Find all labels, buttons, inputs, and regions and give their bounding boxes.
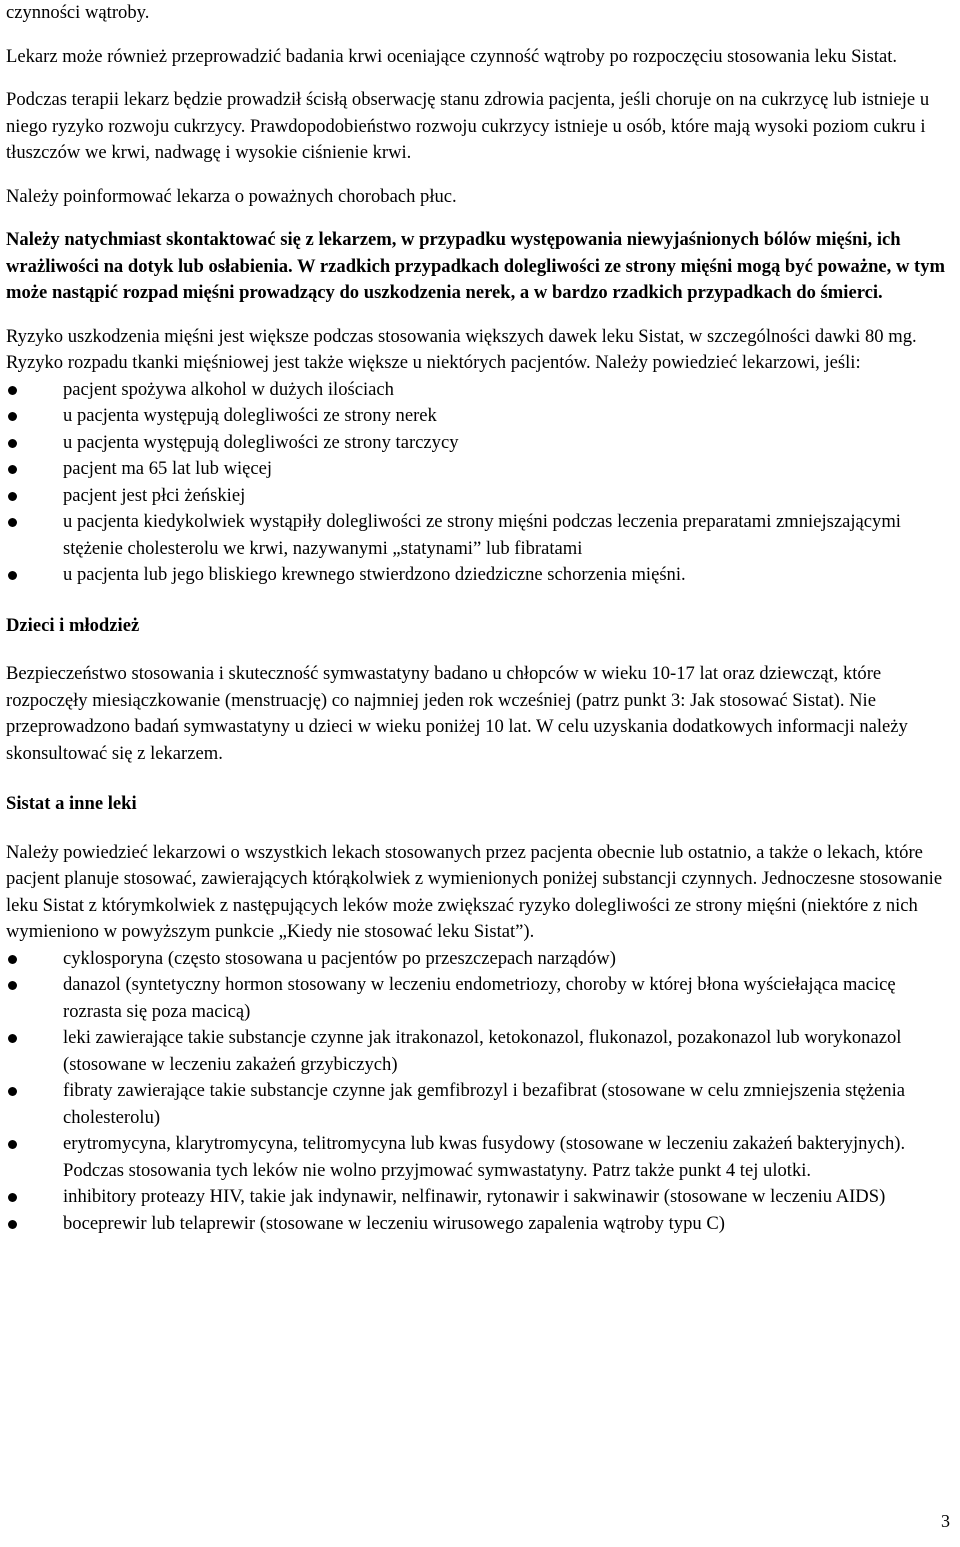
risk-factor-list (6, 377, 948, 589)
list-item: pacjent ma 65 lat lub więcej (6, 456, 948, 483)
paragraph-other-drugs: Należy powiedzieć lekarzowi o wszystkich lekach stosowanych przez pacjenta obecnie lub ostatnio, a także o lekach, które pacjent planuje stosować, zawierających którąkolwiek z wymienionych poniżej substancji czynnych. Jednoczesne stosowanie leku Sistat z którymkolwiek z następujących leków może zwiększać ryzyko dolegliwości ze strony mięśni (niektóre z nich wymieniono w powyższym punkcie „Kiedy nie stosować leku Sistat”). (6, 841, 943, 942)
interacting-drug-list (6, 946, 948, 1238)
paragraph-lung-disease: Należy poinformować lekarza o poważnych chorobach płuc. (6, 185, 457, 207)
list-item: pacjent jest płci żeńskiej (6, 483, 948, 510)
section-heading-other-drugs: Sistat a inne leki (6, 793, 137, 814)
list-item: u pacjenta występują dolegliwości ze strony tarczycy (6, 430, 948, 457)
page-number: 3 (941, 1511, 950, 1531)
section-heading-children: Dzieci i młodzież (6, 614, 140, 636)
list-item: pacjent spożywa alkohol w dużych ilościach (6, 377, 948, 404)
list-item: u pacjenta lub jego bliskiego krewnego stwierdzono dziedziczne schorzenia mięśni. (6, 562, 948, 589)
paragraph-blood-tests: Lekarz może również przeprowadzić badania krwi oceniające czynność wątroby po rozpoczęciu stosowania leku Sistat. (6, 45, 898, 67)
paragraph-liver-function-end: czynności wątroby. (6, 2, 150, 23)
paragraph-muscle-warning: Należy natychmiast skontaktować się z lekarzem, w przypadku występowania niewyjaśnionych bólów mięśni, ich wrażliwości na dotyk lub osłabienia. W rzadkich przypadkach dolegliwości ze strony mięśni mogą być poważne, w tym może nastąpić rozpad mięśni prowadzący do uszkodzenia nerek, a w bardzo rzadkich przypadkach do śmierci. (6, 229, 946, 303)
paragraph-children-safety: Bezpieczeństwo stosowania i skuteczność symwastatyny badano u chłopców w wieku 10-17 lat oraz dziewcząt, które rozpoczęły miesiączkowanie (menstruację) co najmniej jeden rok wcześniej (patrz punkt 3: Jak stosować Sistat). Nie przeprowadzono badań symwastatyny u dzieci w wieku poniżej 10 lat. W celu uzyskania dodatkowych informacji należy skonsultować się z lekarzem. (6, 663, 908, 764)
paragraph-muscle-risk: Ryzyko uszkodzenia mięśni jest większe podczas stosowania większych dawek leku Sistat, w szczególności dawki 80 mg. Ryzyko rozpadu tkanki mięśniowej jest także większe u niektórych pacjentów. Należy powiedzieć lekarzowi, jeśli: (6, 325, 917, 373)
list-item: fibraty zawierające takie substancje czynne jak gemfibrozyl i bezafibrat (stosowane w celu zmniejszenia stężenia cholesterolu) (6, 1078, 948, 1131)
list-item: cyklosporyna (często stosowana u pacjentów po przeszczepach narządów) (6, 946, 948, 973)
list-item: inhibitory proteazy HIV, takie jak indynawir, nelfinawir, rytonawir i sakwinawir (stosowane w leczeniu AIDS) (6, 1184, 948, 1211)
list-item: boceprewir lub telaprewir (stosowane w leczeniu wirusowego zapalenia wątroby typu C) (6, 1211, 948, 1238)
list-item: u pacjenta kiedykolwiek wystąpiły dolegliwości ze strony mięśni podczas leczenia preparatami zmniejszającymi stężenie cholesterolu we krwi, nazywanymi „statynami” lub fibratami (6, 509, 948, 562)
document-page (6, 0, 948, 1237)
paragraph-diabetes: Podczas terapii lekarz będzie prowadził ścisłą obserwację stanu zdrowia pacjenta, jeśli choruje on na cukrzycę lub istnieje u niego ryzyko rozwoju cukrzycy. Prawdopodobieństwo rozwoju cukrzycy istnieje u osób, które mają wysoki poziom cukru i tłuszczów we krwi, nadwagę i wysokie ciśnienie krwi. (6, 89, 930, 163)
list-item: leki zawierające takie substancje czynne jak itrakonazol, ketokonazol, flukonazol, pozakonazol lub worykonazol (stosowane w leczeniu zakażeń grzybiczych) (6, 1025, 948, 1078)
list-item: danazol (syntetyczny hormon stosowany w leczeniu endometriozy, choroby w której błona wyściełająca macicę rozrasta się poza macicą) (6, 972, 948, 1025)
list-item: u pacjenta występują dolegliwości ze strony nerek (6, 403, 948, 430)
list-item: erytromycyna, klarytromycyna, telitromycyna lub kwas fusydowy (stosowane w leczeniu zakażeń bakteryjnych). Podczas stosowania tych leków nie wolno przyjmować symwastatyny. Patrz także punkt 4 tej ulotki. (6, 1131, 948, 1184)
